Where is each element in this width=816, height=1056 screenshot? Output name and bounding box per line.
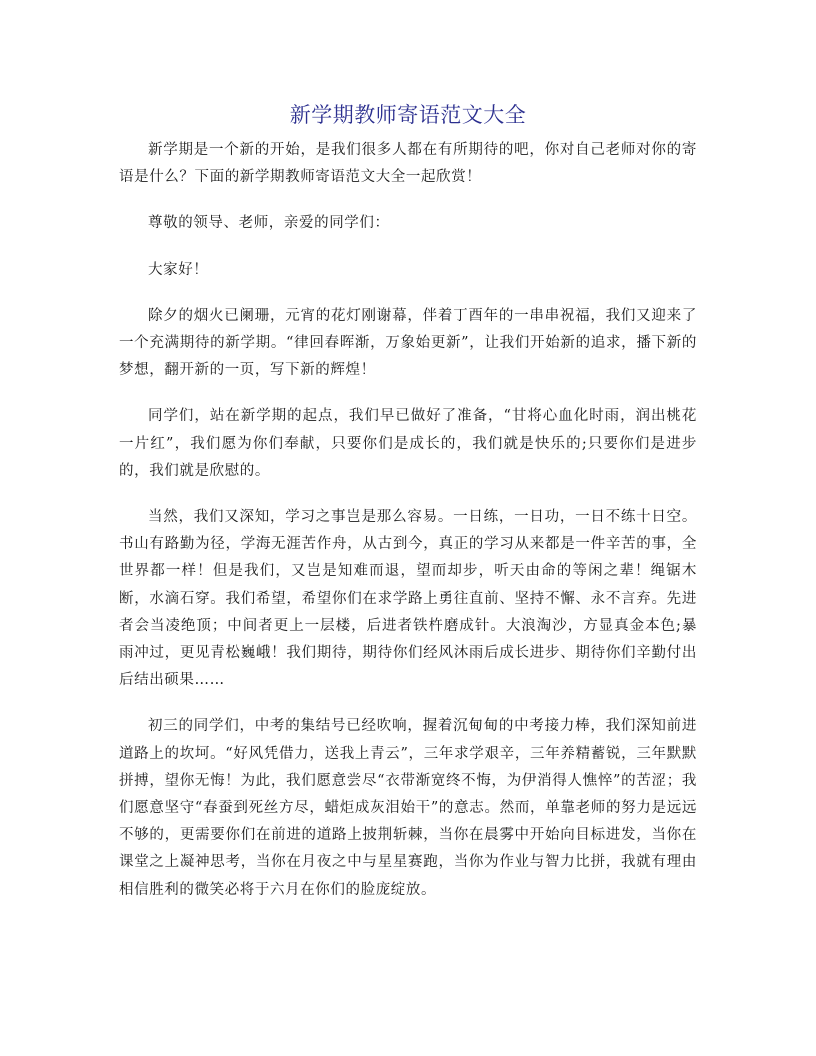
body-paragraph: 当然，我们又深知，学习之事岂是那么容易。一日练，一日功，一日不练十日空。书山有路勤为径，学海无涯苦作舟，从古到今，真正的学习从来都是一件辛苦的事，全世界都一样！但是我们，又岂是知难而退，望而却步，听天由命的等闲之辈！绳锯木断，水滴石穿。我们希望，希望你们在求学路上勇往直前、坚持不懈、永不言弃。先进者会当凌绝顶；中间者更上一层楼，后进者铁杵磨成针。大浪淘沙，方显真金本色;暴雨冲过，更见青松巍峨！我们期待，期待你们经风沐雨后成长进步、期待你们辛勤付出后结出硕果…… <box>119 509 697 689</box>
body-paragraph: 除夕的烟火已阑珊，元宵的花灯刚谢幕，伴着丁酉年的一串串祝福，我们又迎来了一个充满期待的新学期。“律回春晖渐，万象始更新”，让我们开始新的追求，播下新的梦想，翻开新的一页，写下新的辉煌！ <box>119 307 697 379</box>
document-title: 新学期教师寄语范文大全 <box>289 103 527 127</box>
body-paragraph: 初三的同学们，中考的集结号已经吹响，握着沉甸甸的中考接力棒，我们深知前进道路上的坎坷。“好风凭借力，送我上青云”，三年求学艰辛，三年养精蓄锐，三年默默拼搏，望你无悔！为此，我们愿意尝尽“衣带渐宽终不悔，为伊消得人憔悴”的苦涩；我们愿意坚守“春蚕到死丝方尽，蜡炬成灰泪始干”的意志。然而，单靠老师的努力是远远不够的，更需要你们在前进的道路上披荆斩棘，当你在晨雾中开始向目标进发，当你在课堂之上凝神思考，当你在月夜之中与星星赛跑，当你为作业与智力比拼，我就有理由相信胜利的微笑必将于六月在你们的脸庞绽放。 <box>119 718 697 898</box>
greeting-paragraph: 大家好！ <box>148 261 209 278</box>
intro-paragraph: 新学期是一个新的开始，是我们很多人都在有所期待的吧，你对自己老师对你的寄语是什么？下面的新学期教师寄语范文大全一起欣赏！ <box>119 142 697 186</box>
salutation-paragraph: 尊敬的领导、老师，亲爱的同学们： <box>148 215 390 232</box>
body-paragraph: 同学们，站在新学期的起点，我们早已做好了准备，“甘将心血化时雨，润出桃花一片红”，我们愿为你们奉献，只要你们是成长的，我们就是快乐的;只要你们是进步的，我们就是欣慰的。 <box>119 408 697 479</box>
document-body <box>119 137 697 923</box>
